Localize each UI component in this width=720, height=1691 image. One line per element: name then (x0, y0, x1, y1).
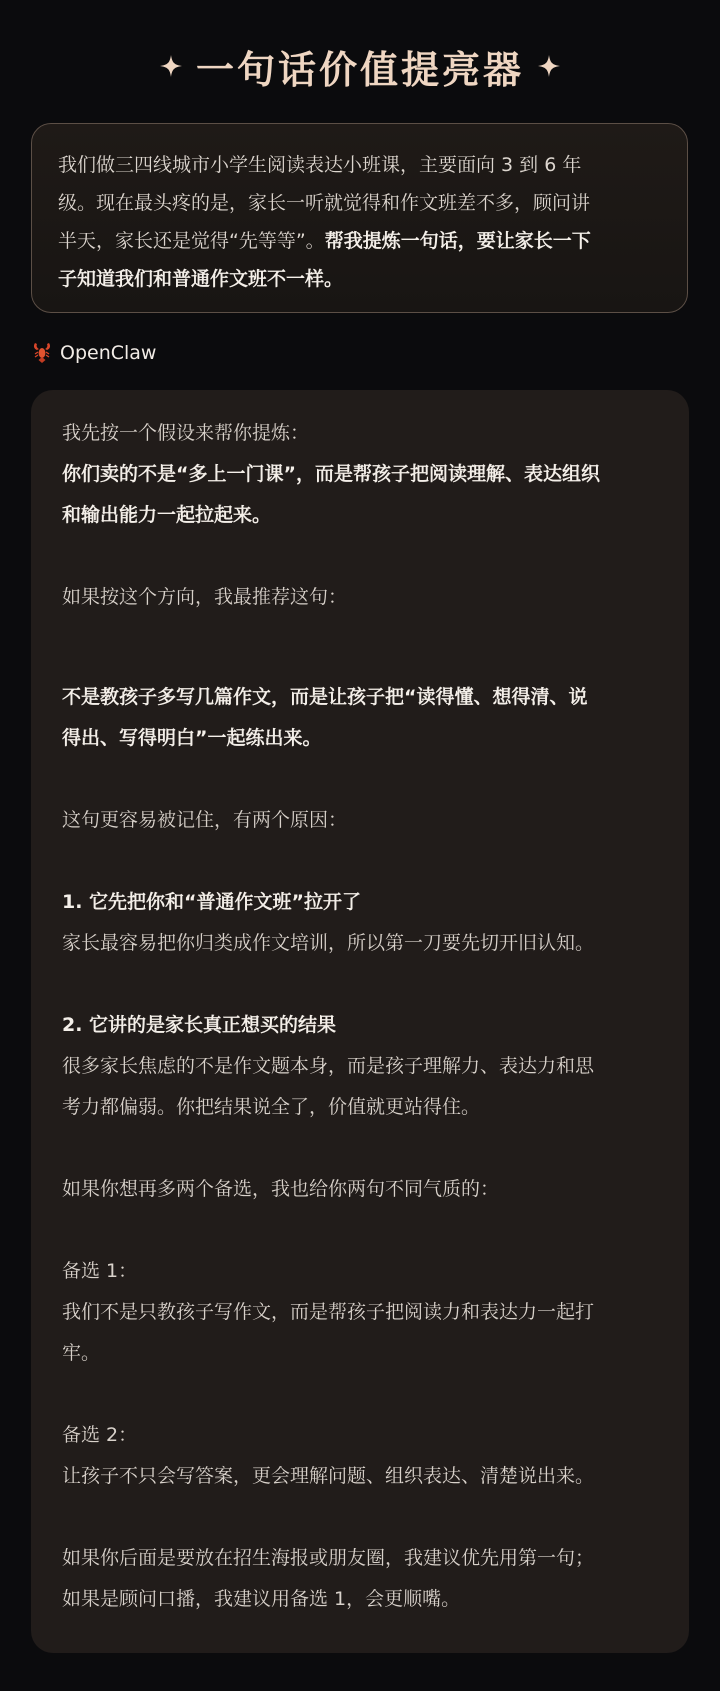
reply-text: 如果你想再多两个备选，我也给你两句不同气质的： (62, 1178, 500, 1200)
page-title: 一句话价值提亮器 (195, 47, 524, 92)
reply-bold-text: 得出、写得明白”一起练出来。 (62, 727, 322, 749)
user-message-line: 我们做三四线城市小学生阅读表达小班课，主要面向 3 到 6 年 (58, 154, 582, 176)
reason-title: 1. 它先把你和“普通作文班”拉开了 (62, 891, 362, 913)
reason-body: 考力都偏弱。你把结果说全了，价值就更站得住。 (62, 1096, 481, 1118)
assistant-reply-bubble (31, 390, 689, 1653)
reply-bold-text: 和输出能力一起拉起来。 (62, 504, 272, 526)
reply-bold-text: 不是教孩子多写几篇作文，而是让孩子把“读得懂、想得清、说 (62, 686, 588, 708)
alternative-text: 让孩子不只会写答案，更会理解问题、组织表达、清楚说出来。 (62, 1465, 595, 1487)
user-message-highlight: 子知道我们和普通作文班不一样。 (58, 268, 344, 290)
page-header (0, 36, 720, 96)
alternative-text: 我们不是只教孩子写作文，而是帮孩子把阅读力和表达力一起打 (62, 1301, 595, 1323)
reply-text: 如果是顾问口播，我建议用备选 1，会更顺嘴。 (62, 1588, 461, 1610)
alternative-label: 备选 1： (62, 1260, 138, 1282)
lobster-icon (32, 342, 52, 364)
user-message-bubble (31, 123, 688, 313)
reply-bold-text: 你们卖的不是“多上一门课”，而是帮孩子把阅读理解、表达组织 (62, 463, 600, 485)
reason-body: 家长最容易把你归类成作文培训，所以第一刀要先切开旧认知。 (62, 932, 595, 954)
reason-body: 很多家长焦虑的不是作文题本身，而是孩子理解力、表达力和思 (62, 1055, 595, 1077)
assistant-name: OpenClaw (60, 342, 157, 364)
reply-text: 如果你后面是要放在招生海报或朋友圈，我建议优先用第一句； (62, 1547, 595, 1569)
user-message-highlight: 帮我提炼一句话，要让家长一下 (324, 230, 591, 252)
sparkle-icon (160, 55, 182, 77)
assistant-sender (32, 338, 156, 368)
user-message-text: 半天，家长还是觉得“先等等”。 (58, 230, 325, 252)
user-message-line: 级。现在最头疼的是，家长一听就觉得和作文班差不多，顾问讲 (58, 192, 591, 214)
sparkle-icon (538, 55, 560, 77)
reply-text: 这句更容易被记住，有两个原因： (62, 809, 348, 831)
reason-title: 2. 它讲的是家长真正想买的结果 (62, 1014, 337, 1036)
alternative-text: 牢。 (62, 1342, 101, 1364)
alternative-label: 备选 2： (62, 1424, 138, 1446)
reply-text: 如果按这个方向，我最推荐这句： (62, 586, 348, 608)
user-message-line (58, 222, 661, 260)
reply-text: 我先按一个假设来帮你提炼： (62, 422, 310, 444)
user-message-line (58, 260, 661, 298)
